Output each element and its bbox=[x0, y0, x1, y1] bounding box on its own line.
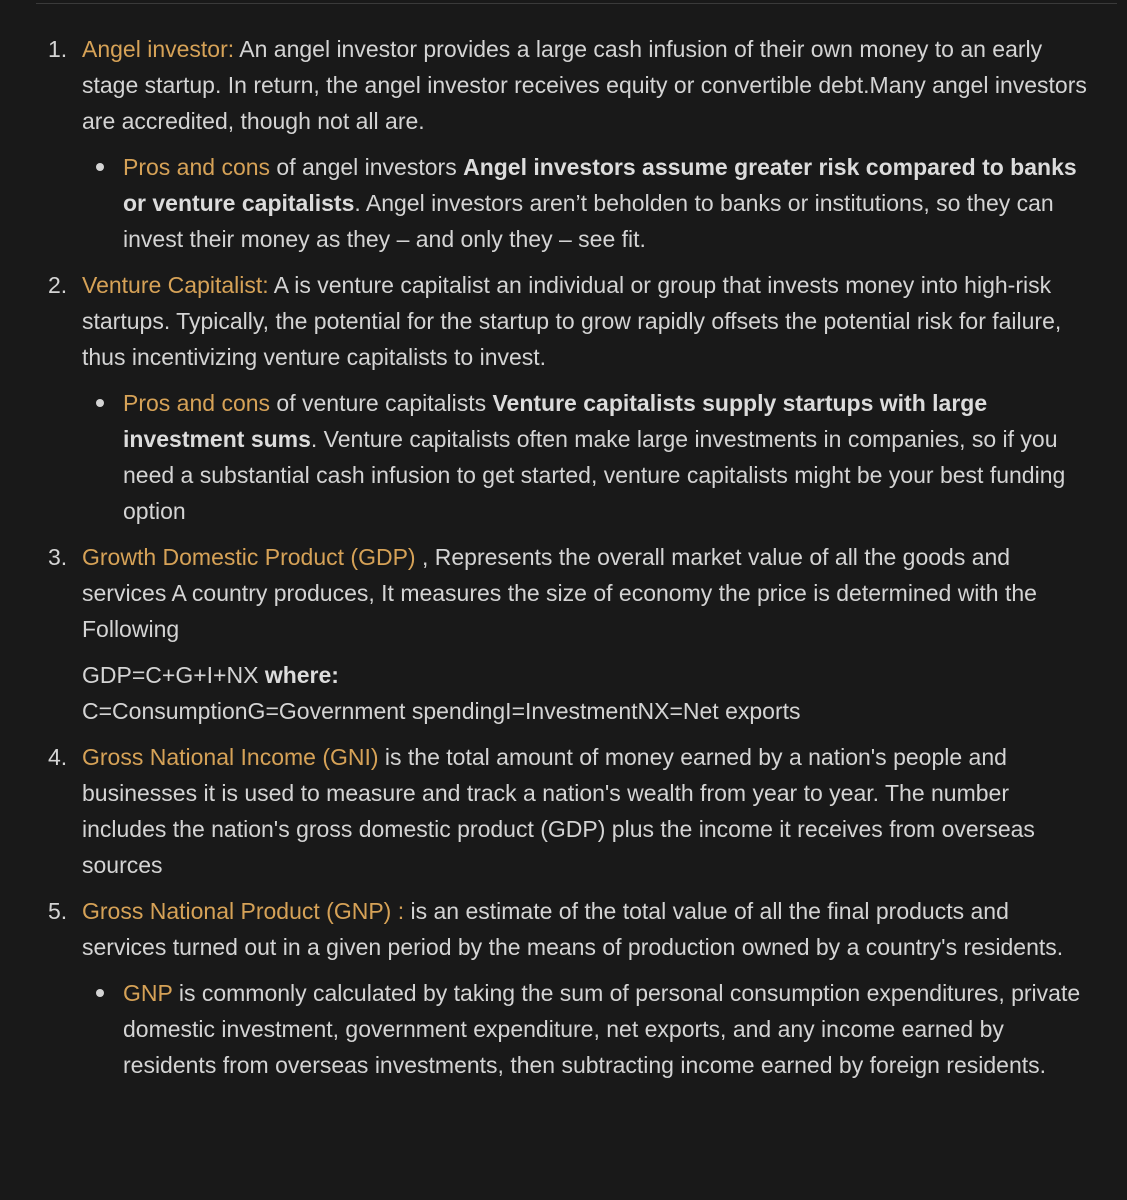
term-highlight: GNP bbox=[123, 980, 173, 1006]
term-highlight: Growth Domestic Product (GDP) bbox=[82, 544, 416, 570]
list-number: 2. bbox=[48, 272, 68, 298]
item-paragraph bbox=[82, 31, 1089, 139]
bullet-text: of venture capitalists bbox=[270, 390, 493, 416]
bullet-list bbox=[82, 975, 1089, 1083]
term-highlight: Pros and cons bbox=[123, 154, 271, 180]
bullet-text: . Angel investors aren’t beholden to banks or institutions, so they can invest their money as they – and only they – see fit. bbox=[123, 190, 1054, 252]
top-divider bbox=[36, 3, 1117, 4]
term-highlight: Gross National Product (GNP) : bbox=[82, 898, 405, 924]
formula-text: GDP=C+G+I+NX bbox=[82, 662, 265, 688]
item-paragraph bbox=[82, 893, 1089, 965]
item-text: is the total amount of money earned by a nation's people and businesses it is used to measure and track a nation's wealth from year to year. The number includes the nation's gross domestic product (GDP) plus the income it receives from overseas sources bbox=[82, 744, 1035, 878]
item-text: A is venture capitalist an individual or group that invests money into high-risk startups. Typically, the potential for the startup to grow rapidly offsets the potential risk for failure, thus incentivizing venture capitalists to invest. bbox=[82, 272, 1062, 370]
list-item-angel-investor bbox=[0, 31, 1127, 257]
bullet-item bbox=[82, 975, 1089, 1083]
list-item-gnp bbox=[0, 893, 1127, 1083]
term-highlight: Gross National Income (GNI) bbox=[82, 744, 379, 770]
item-text: , Represents the overall market value of all the goods and services A country produces, It measures the size of economy the price is determined with the Following bbox=[82, 544, 1037, 642]
list-item-venture-capitalist bbox=[0, 267, 1127, 529]
bold-text: Angel investors assume greater risk compared to banks or venture capitalists bbox=[123, 154, 1077, 216]
term-highlight: Venture Capitalist: bbox=[82, 272, 269, 298]
bullet-dot bbox=[96, 163, 104, 171]
list-number: 3. bbox=[48, 544, 68, 570]
formula-definitions: C=ConsumptionG=Government spendingI=InvestmentNX=Net exports bbox=[82, 698, 801, 724]
list-item-gni bbox=[0, 739, 1127, 883]
term-highlight: Angel investor: bbox=[82, 36, 235, 62]
term-highlight: Pros and cons bbox=[123, 390, 271, 416]
list-number: 4. bbox=[48, 744, 68, 770]
bold-text: Venture capitalists supply startups with large investment sums bbox=[123, 390, 988, 452]
bullet-text: . Venture capitalists often make large investments in companies, so if you need a substantial cash infusion to get started, venture capitalists might be your best funding option bbox=[123, 426, 1066, 524]
item-text: An angel investor provides a large cash infusion of their own money to an early stage startup. In return, the angel investor receives equity or convertible debt.Many angel investors are accredited, though not all are. bbox=[82, 36, 1087, 134]
item-paragraph bbox=[82, 539, 1089, 647]
numbered-list bbox=[0, 31, 1127, 1083]
gdp-formula bbox=[82, 657, 1089, 729]
bullet-text: of angel investors bbox=[270, 154, 464, 180]
item-paragraph bbox=[82, 267, 1089, 375]
bullet-text: is commonly calculated by taking the sum of personal consumption expenditures, private domestic investment, government expenditure, net exports, and any income earned by residents from overseas investments, then subtracting income earned by foreign residents. bbox=[123, 980, 1081, 1078]
document-body bbox=[0, 31, 1127, 1093]
list-item-gdp bbox=[0, 539, 1127, 729]
formula-bold: where: bbox=[264, 662, 339, 688]
list-number: 1. bbox=[48, 36, 68, 62]
bullet-list bbox=[82, 149, 1089, 257]
bullet-item bbox=[82, 385, 1089, 529]
bullet-dot bbox=[96, 989, 104, 997]
item-text: is an estimate of the total value of all the final products and services turned out in a given period by the means of production owned by a country's residents. bbox=[82, 898, 1064, 960]
item-paragraph bbox=[82, 739, 1089, 883]
bullet-item bbox=[82, 149, 1089, 257]
bullet-list bbox=[82, 385, 1089, 529]
bullet-dot bbox=[96, 399, 104, 407]
list-number: 5. bbox=[48, 898, 68, 924]
